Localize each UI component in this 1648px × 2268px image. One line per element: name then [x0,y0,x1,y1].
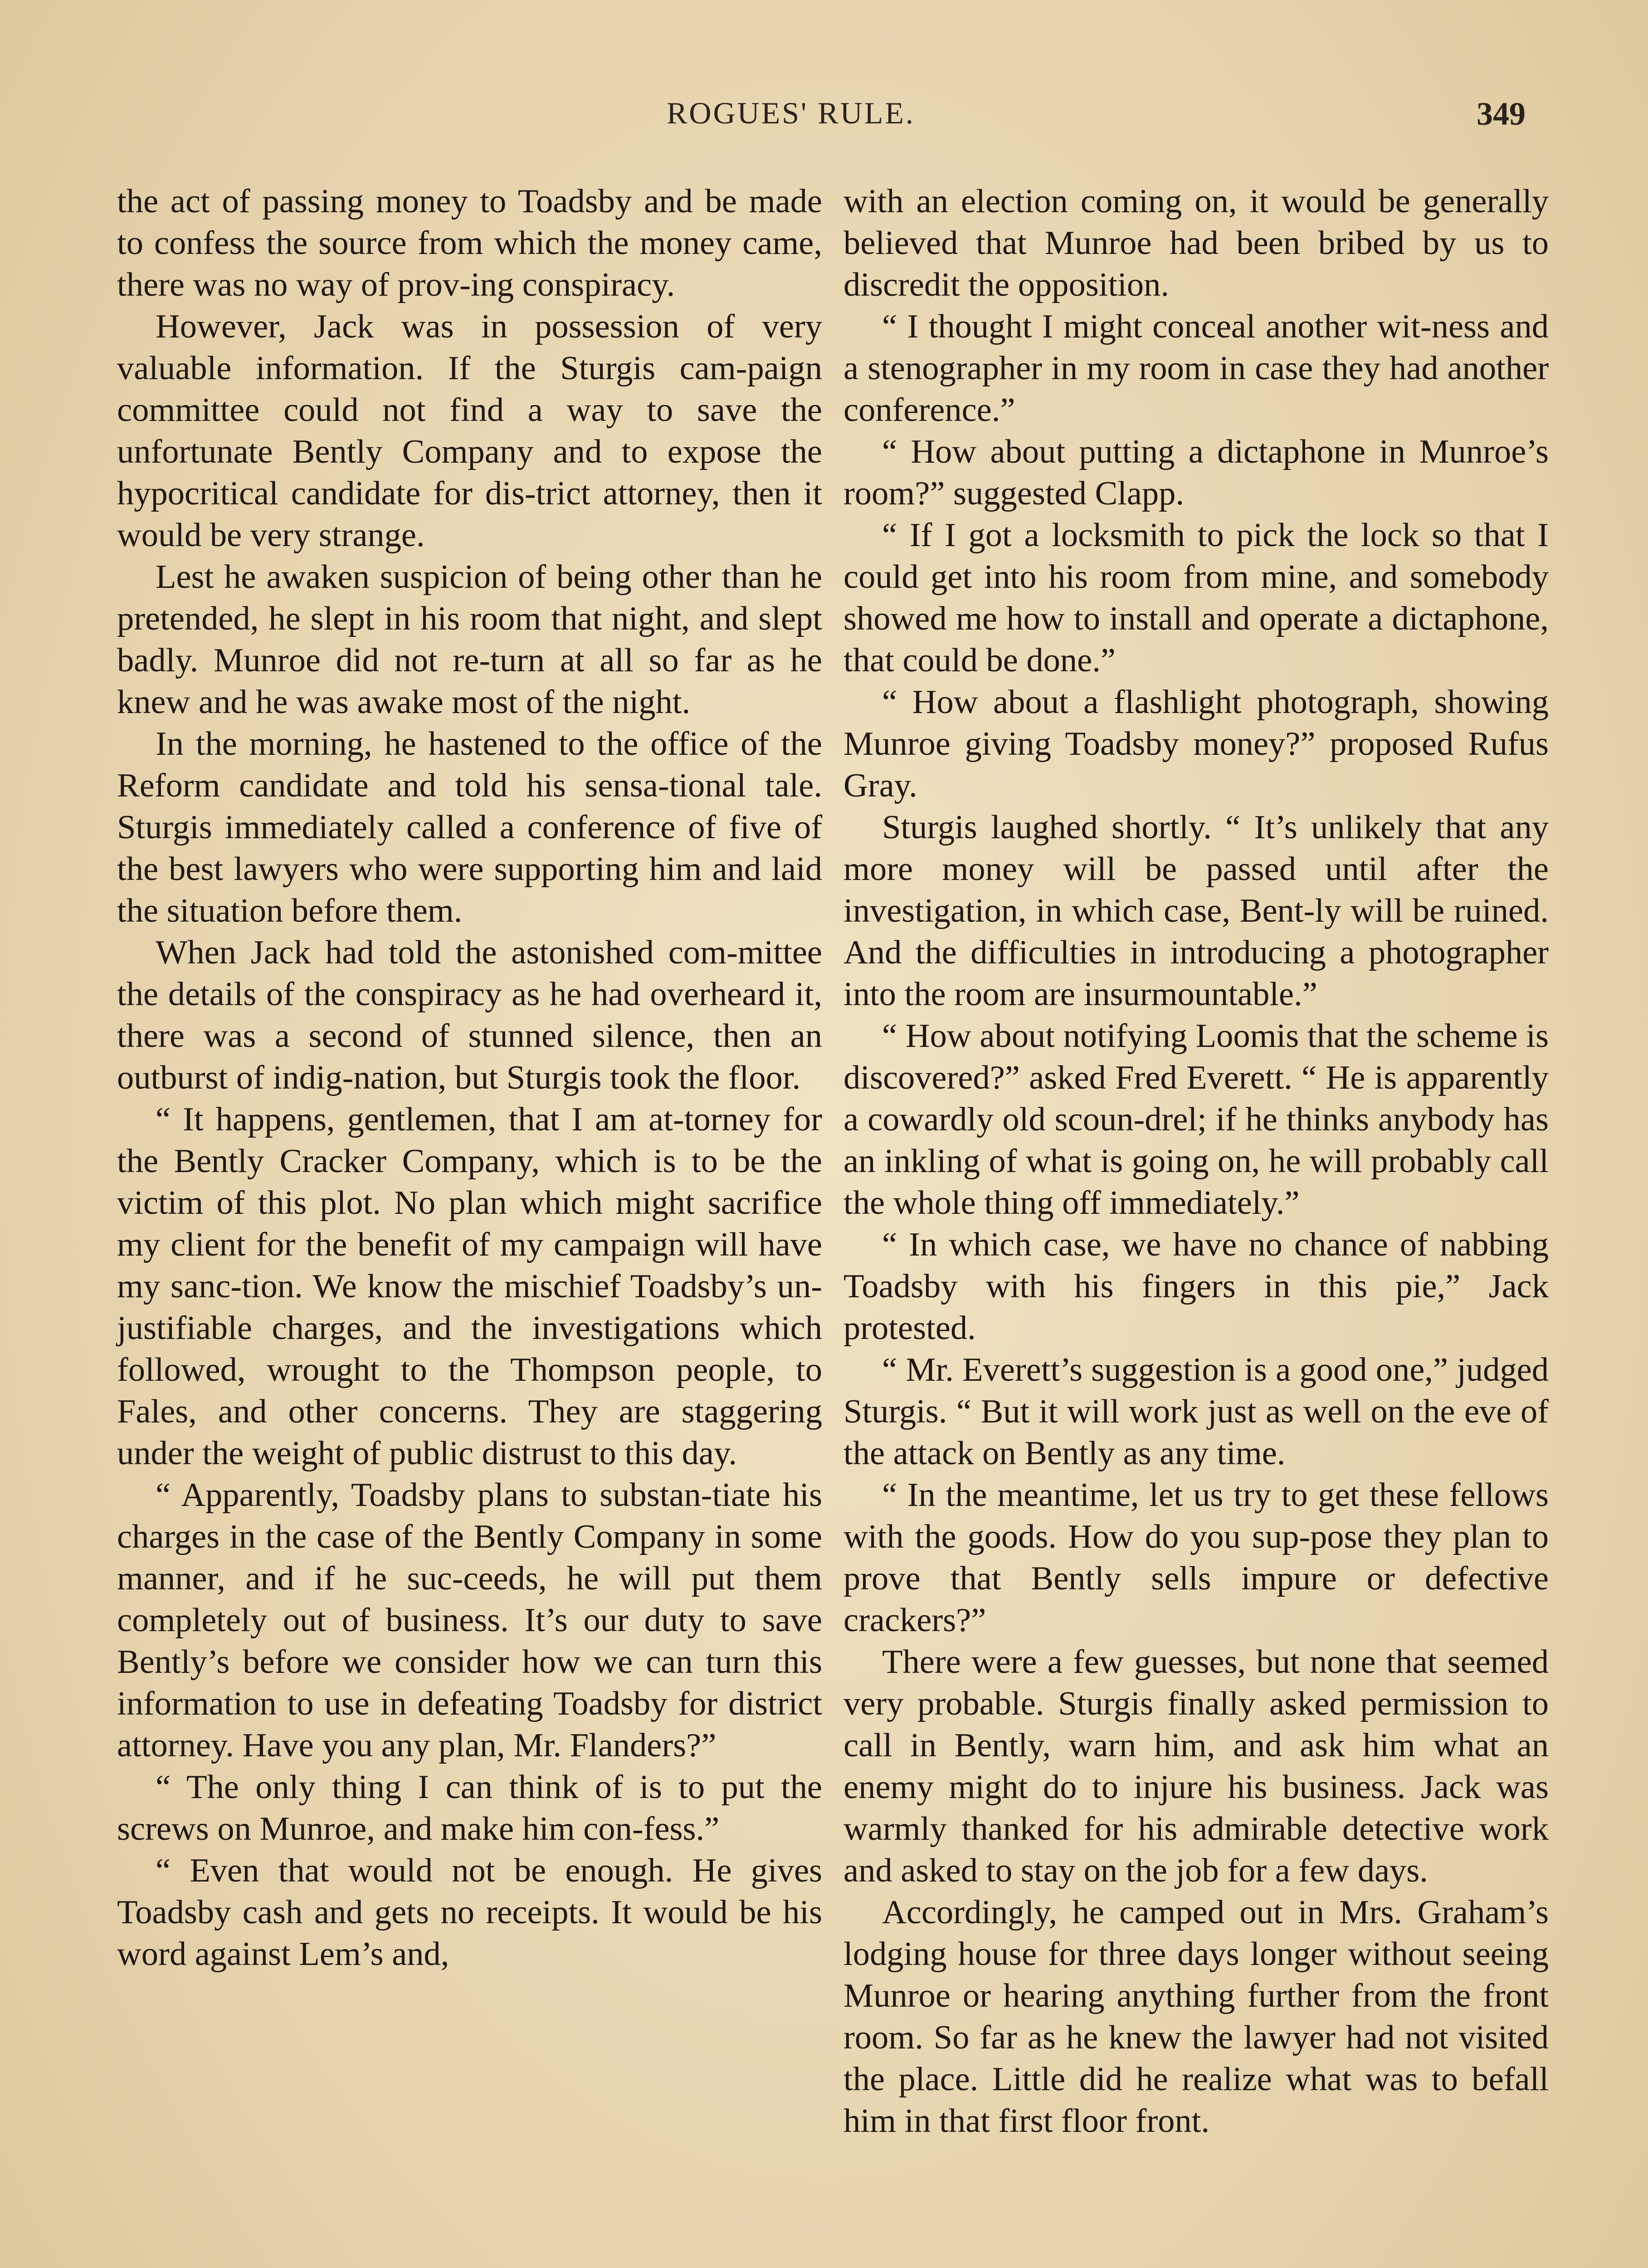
paragraph: “ It happens, gentlemen, that I am at-torney for the Bently Cracker Company, which is to be the victim of this plot. No plan which might sacrifice my client for the benefit of my campaign will have my sanc-tion. We know the mischief Toadsby’s un-justifiable charges, and the investigations which followed, wrought to the Thompson people, to Fales, and other concerns. They are staggering under the weight of public distrust to this day. [117,1101,822,1472]
paragraph: “ If I got a locksmith to pick the lock so that I could get into his room from mine, and somebody showed me how to install and operate a dictaphone, that could be done.” [844,517,1549,679]
page-number: 349 [1477,96,1526,132]
paragraph: “ How about notifying Loomis that the scheme is discovered?” asked Fred Everett. “ He is apparently a cowardly old scoun-drel; if he thinks anybody has an inkling of what is going on, he will probably call the whole thing off immediately.” [844,1017,1549,1222]
paragraph: “ How about a flashlight photograph, showing Munroe giving Toadsby money?” proposed Rufus Gray. [844,684,1549,804]
paragraph: There were a few guesses, but none that seemed very probable. Sturgis finally asked permission to call in Bently, warn him, and ask him what an enemy might do to injure his business. Jack was warmly thanked for his admirable detective work and asked to stay on the job for a few days. [844,1643,1549,1889]
left-column [117,181,822,1975]
paragraph: “ The only thing I can think of is to put the screws on Munroe, and make him con-fess.” [117,1769,822,1848]
paragraph: “ Mr. Everett’s suggestion is a good one,” judged Sturgis. “ But it will work just as well on the eve of the attack on Bently as any time. [844,1351,1549,1472]
paragraph: “ I thought I might conceal another wit-ness and a stenographer in my room in case they had another conference.” [844,308,1549,429]
paragraph: Lest he awaken suspicion of being other than he pretended, he slept in his room that night, and slept badly. Munroe did not re-turn at all so far as he knew and he was awake most of the night. [117,558,822,721]
paragraph: In the morning, he hastened to the office of the Reform candidate and told his sensa-tional tale. Sturgis immediately called a conference of five of the best lawyers who were supporting him and laid the situation before them. [117,725,822,929]
paragraph: “ How about putting a dictaphone in Munroe’s room?” suggested Clapp. [844,433,1549,512]
paragraph: “ In which case, we have no chance of nabbing Toadsby with his fingers in this pie,” Jack protested. [844,1226,1549,1347]
running-title: ROGUES' RULE. [667,96,915,130]
right-column [844,181,1549,2142]
paragraph: with an election coming on, it would be generally believed that Munroe had been bribed by us to discredit the opposition. [844,183,1549,303]
paragraph: “ Even that would not be enough. He gives Toadsby cash and gets no receipts. It would be his word against Lem’s and, [117,1852,822,1973]
paragraph: the act of passing money to Toadsby and be made to confess the source from which the money came, there was no way of prov-ing conspiracy. [117,183,822,303]
paragraph: “ Apparently, Toadsby plans to substan-tiate his charges in the case of the Bently Company in some manner, and if he suc-ceeds, he will put them completely out of business. It’s our duty to save Bently’s before we consider how we can turn this information to use in defeating Toadsby for district attorney. Have you any plan, Mr. Flanders?” [117,1476,822,1764]
paragraph: However, Jack was in possession of very valuable information. If the Sturgis cam-paign committee could not find a way to save the unfortunate Bently Company and to expose the hypocritical candidate for dis-trict attorney, then it would be very strange. [117,308,822,554]
paragraph: When Jack had told the astonished com-mittee the details of the conspiracy as he had overheard it, there was a second of stunned silence, then an outburst of indig-nation, but Sturgis took the floor. [117,934,822,1096]
paragraph: “ In the meantime, let us try to get these fellows with the goods. How do you sup-pose they plan to prove that Bently sells impure or defective crackers?” [844,1476,1549,1639]
paragraph: Sturgis laughed shortly. “ It’s unlikely that any more money will be passed until after the investigation, in which case, Bent-ly will be ruined. And the difficulties in introducing a photographer into the room are insurmountable.” [844,809,1549,1013]
paragraph: Accordingly, he camped out in Mrs. Graham’s lodging house for three days longer without seeing Munroe or hearing anything further from the front room. So far as he knew the lawyer had not visited the place. Little did he realize what was to befall him in that first floor front. [844,1894,1549,2140]
